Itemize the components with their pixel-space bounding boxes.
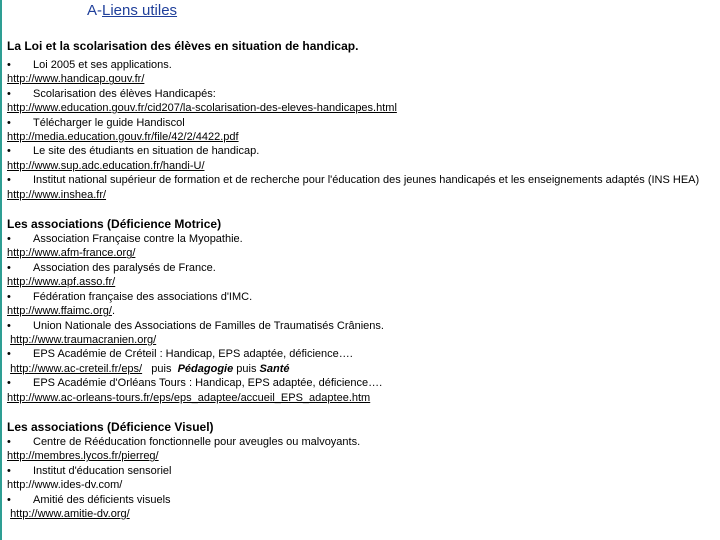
- link-inshea[interactable]: http://www.inshea.fr/: [7, 188, 107, 201]
- page-title: [87, 2, 177, 19]
- label-pedagogie: Pédagogie: [177, 362, 234, 375]
- list-item: • Institut d'éducation sensoriel: [7, 464, 172, 477]
- list-item: • Institut national supérieur de formation et de recherche pour l'éducation des jeunes handicapés et les enseignements adaptés (INS HEA): [7, 174, 700, 187]
- list-item: • EPS Académie d'Orléans Tours : Handicap, EPS adaptée, déficience….: [7, 377, 383, 390]
- link-education[interactable]: http://www.education.gouv.fr/cid207/la-scolarisation-des-eleves-handicapes.html: [7, 102, 397, 115]
- list-item: • Association Française contre la Myopathie.: [7, 233, 243, 246]
- link-ac-creteil[interactable]: http://www.ac-creteil.fr/eps/: [10, 362, 143, 375]
- link-line: [7, 507, 713, 521]
- link-line: http://www.ffaimc.org/.: [7, 305, 116, 318]
- section-heading-law: La Loi et la scolarisation des élèves en situation de handicap.: [7, 39, 359, 53]
- list-item: • Amitié des déficients visuels: [7, 493, 171, 506]
- list-item: • EPS Académie de Créteil : Handicap, EPS adaptée, déficience….: [7, 348, 353, 361]
- list-item: • Fédération française des associations d'IMC.: [7, 290, 253, 303]
- link-lycos-pierreg[interactable]: http://membres.lycos.fr/pierreg/: [7, 450, 159, 463]
- link-line: http://www.ac-creteil.fr/eps/ puis Pédagogie puis Santé: [10, 362, 290, 375]
- list-item: • Télécharger le guide Handiscol: [7, 116, 185, 129]
- list-item: • Centre de Rééducation fonctionnelle pour aveugles ou malvoyants.: [7, 435, 361, 448]
- link-ac-orleans-tours[interactable]: http://www.ac-orleans-tours.fr/eps/eps_adaptee/accueil_EPS_adaptee.htm: [7, 391, 371, 404]
- section-heading-visual: Les associations (Déficience Visuel): [7, 419, 214, 434]
- list-item: • Loi 2005 et ses applications.: [7, 59, 172, 71]
- link-apf[interactable]: http://www.apf.asso.fr/: [7, 276, 116, 289]
- link-handiscol-pdf[interactable]: http://media.education.gouv.fr/file/42/2/4422.pdf: [7, 131, 239, 144]
- content: [7, 38, 713, 521]
- section-heading-motor: Les associations (Déficience Motrice): [7, 217, 222, 232]
- list-item: • Association des paralysés de France.: [7, 261, 216, 274]
- url-ides-dv: http://www.ides-dv.com/: [7, 479, 123, 492]
- list-item: • Le site des étudiants en situation de handicap.: [7, 145, 260, 158]
- list-item: • Scolarisation des élèves Handicapés:: [7, 87, 216, 100]
- link-handicap[interactable]: http://www.handicap.gouv.fr/: [7, 73, 145, 86]
- link-afm[interactable]: http://www.afm-france.org/: [7, 247, 136, 260]
- link-ffaimc[interactable]: http://www.ffaimc.org/: [7, 305, 112, 318]
- link-traumacranien[interactable]: http://www.traumacranien.org/: [10, 333, 157, 346]
- link-amitie-dv[interactable]: http://www.amitie-dv.org/: [10, 507, 130, 520]
- list-item: • Union Nationale des Associations de Familles de Traumatisés Crâniens.: [7, 319, 384, 332]
- title-text: Liens utiles: [102, 2, 178, 19]
- label-sante: Santé: [259, 362, 290, 375]
- link-handi-u[interactable]: http://www.sup.adc.education.fr/handi-U/: [7, 159, 205, 172]
- link-line: [7, 333, 713, 347]
- left-border: [0, 0, 2, 540]
- title-prefix: A-: [87, 2, 102, 19]
